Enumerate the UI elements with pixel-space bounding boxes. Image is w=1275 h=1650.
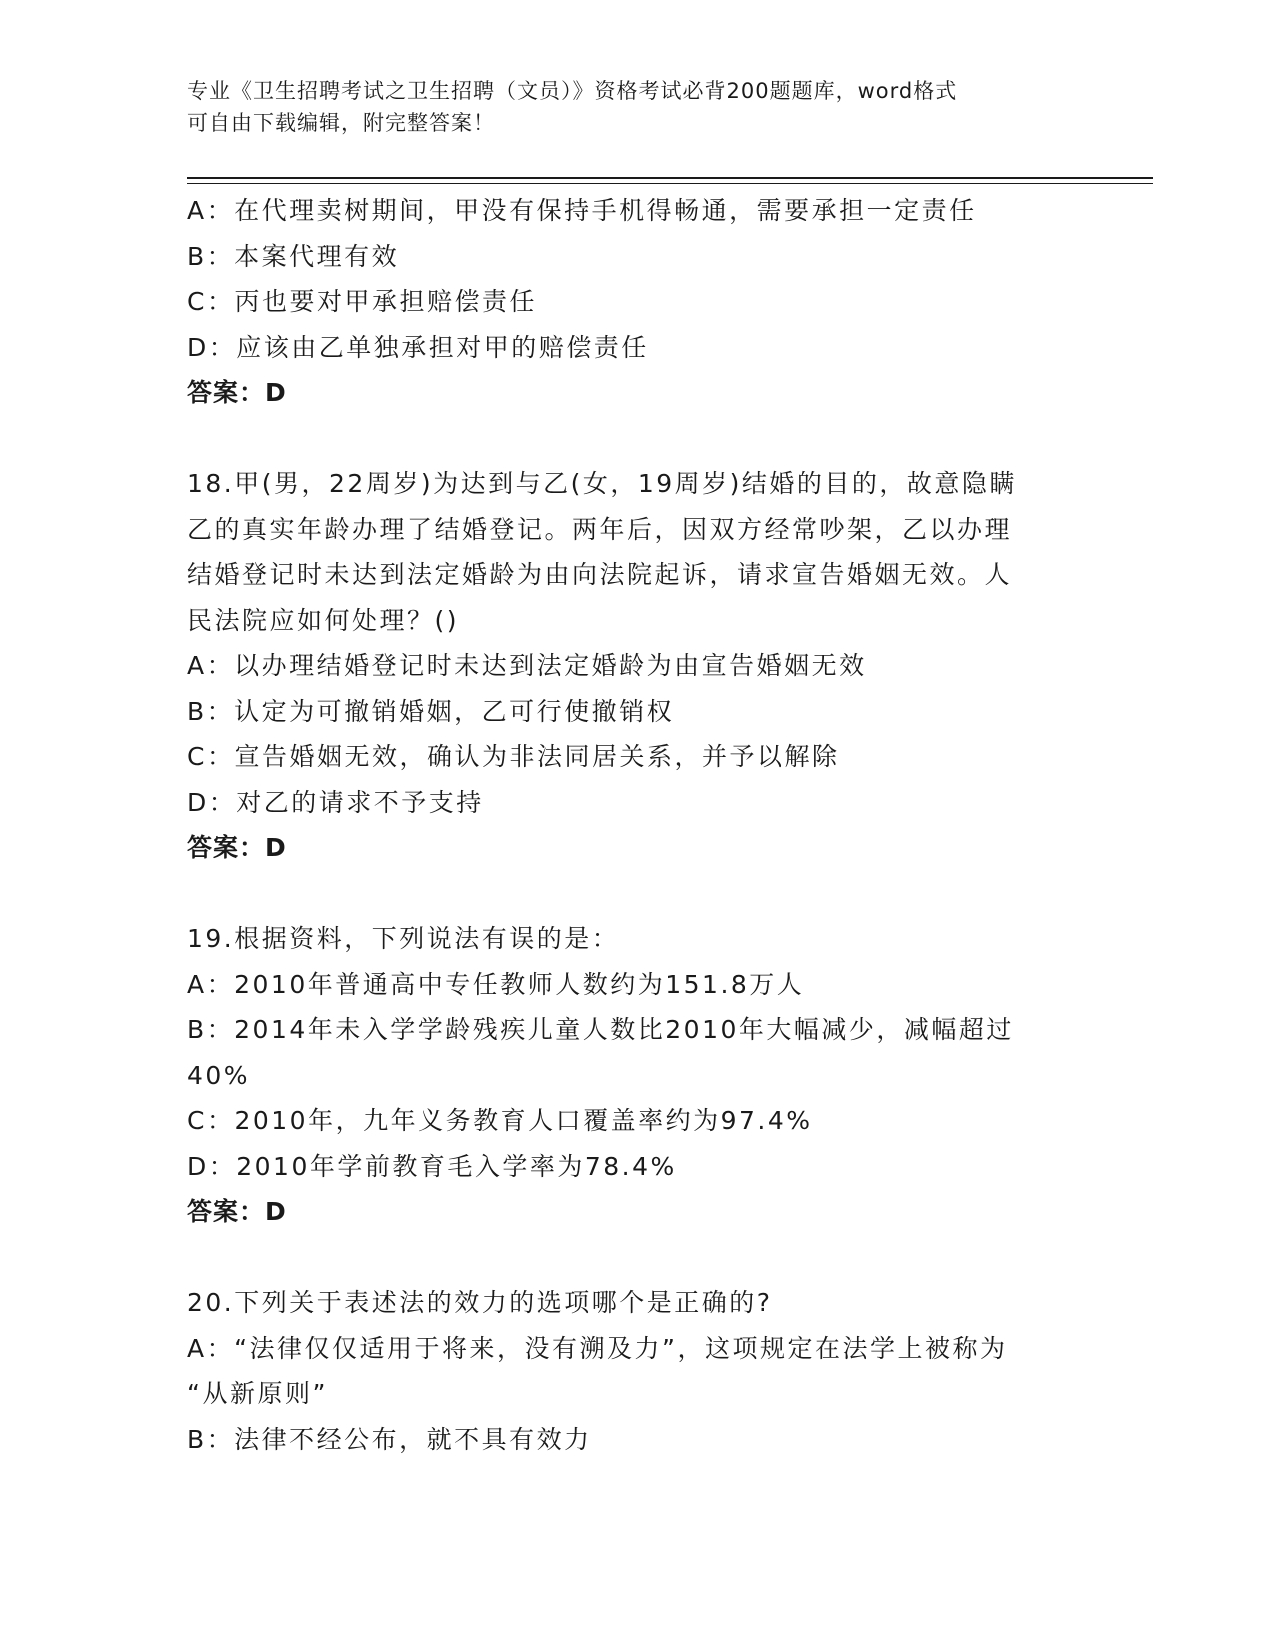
option-a: A：2010年普通高中专任教师人数约为151.8万人 <box>187 969 805 999</box>
option-c: C：2010年，九年义务教育人口覆盖率约为97.4% <box>187 1106 813 1135</box>
option-c: C：丙也要对甲承担赔偿责任 <box>187 287 537 316</box>
question-stem-line: 乙的真实年龄办理了结婚登记。两年后，因双方经常吵架，乙以办理 <box>187 514 1013 544</box>
spacer <box>187 871 1087 917</box>
header-rule-thick <box>187 177 1153 179</box>
option-c: C：宣告婚姻无效，确认为非法同居关系，并予以解除 <box>187 742 840 771</box>
question-stem-line: 18.甲(男，22周岁)为达到与乙(女，19周岁)结婚的目的，故意隐瞒 <box>187 469 1017 498</box>
answer: 答案：D <box>187 833 287 862</box>
question-18 <box>187 461 1087 871</box>
question-stem-line: 19.根据资料，下列说法有误的是： <box>187 924 620 953</box>
option-b: B：2014年未入学学龄残疾儿童人数比2010年大幅减少，减幅超过 <box>187 1015 1014 1044</box>
question-stem-line: 结婚登记时未达到法定婚龄为由向法院起诉，请求宣告婚姻无效。人 <box>187 560 1013 589</box>
option-a: A：“法律仅仅适用于将来，没有溯及力”，这项规定在法学上被称为 <box>187 1333 1008 1363</box>
question-stem-line: 20.下列关于表述法的效力的选项哪个是正确的? <box>187 1288 773 1317</box>
question-19 <box>187 916 1087 1235</box>
header-title-line-2: 可自由下载编辑，附完整答案！ <box>187 111 495 135</box>
question-content <box>187 188 1087 1462</box>
option-a: A：在代理卖树期间，甲没有保持手机得畅通，需要承担一定责任 <box>187 196 977 225</box>
answer: 答案：D <box>187 1197 287 1226</box>
option-d: D：2010年学前教育毛入学率为78.4% <box>187 1151 677 1181</box>
option-a-continued: “从新原则” <box>187 1379 328 1408</box>
header-rule-thin <box>187 183 1153 184</box>
question-17-tail <box>187 188 1087 416</box>
question-stem-line: 民法院应如何处理？() <box>187 605 460 635</box>
option-a: A：以办理结婚登记时未达到法定婚龄为由宣告婚姻无效 <box>187 651 867 680</box>
option-b: B：认定为可撤销婚姻，乙可行使撤销权 <box>187 696 675 726</box>
option-b-continued: 40% <box>187 1060 251 1090</box>
spacer <box>187 416 1087 462</box>
spacer <box>187 1235 1087 1281</box>
option-d: D：对乙的请求不予支持 <box>187 787 484 817</box>
question-20 <box>187 1280 1087 1462</box>
header-title-line-1: 专业《卫生招聘考试之卫生招聘（文员）》资格考试必背200题题库，word格式 <box>187 79 958 103</box>
option-b: B：法律不经公布，就不具有效力 <box>187 1424 592 1454</box>
option-b: B：本案代理有效 <box>187 241 400 271</box>
document-header <box>187 75 1067 139</box>
answer: 答案：D <box>187 378 287 407</box>
option-d: D：应该由乙单独承担对甲的赔偿责任 <box>187 332 649 362</box>
